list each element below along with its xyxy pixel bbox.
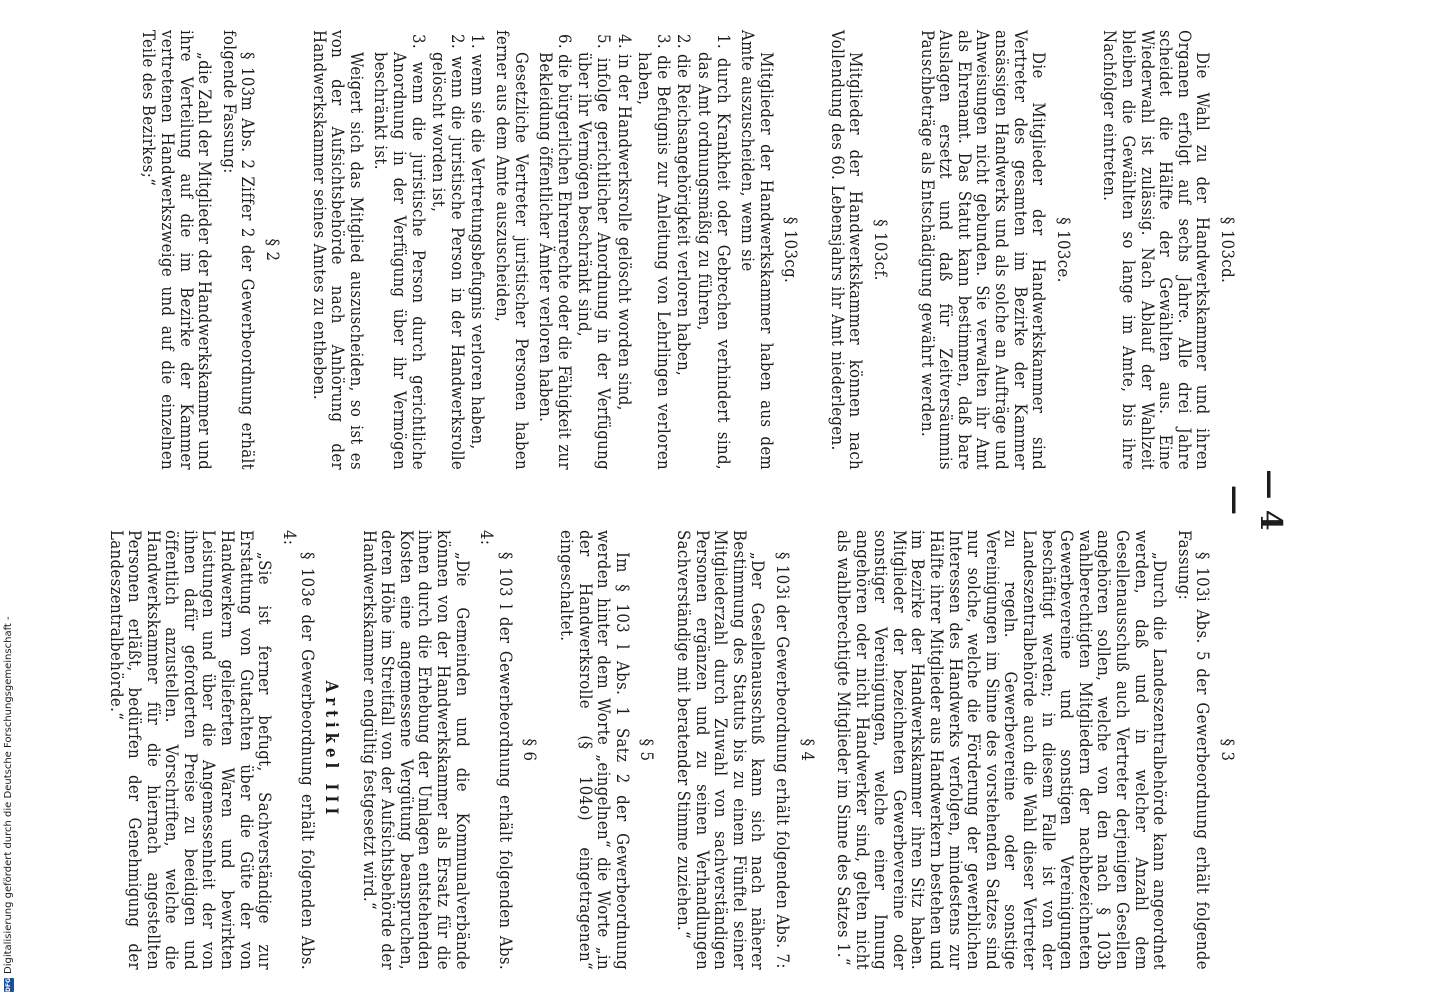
section-heading: § 2 (263, 238, 283, 262)
page-number: — 4 — (1218, 469, 1288, 531)
section-intro: Mitglieder der Handwerkskammer haben aus dem Amte auszuscheiden, wenn sie (738, 30, 776, 470)
section-intro: § 103 l der Gewerbeordnung erhält folgenden Abs. 4: (477, 530, 515, 970)
list-item: 1. durch Krankheit oder Gebrechen verhindert sind, das Amt ordnungsmäßig zu führen, (694, 34, 733, 470)
rotated-document-page (106, 0, 1292, 1000)
section-heading: § 5 (637, 738, 657, 762)
list-item: 2. wenn die juristische Person in der Handwerksrolle gelöscht worden ist, (429, 34, 467, 470)
section-heading: § 103cg. (781, 216, 801, 284)
section-intro: § 103i Abs. 5 der Gewerbeordnung erhält folgende Fassung: (1174, 530, 1213, 970)
column-right (100, 530, 1244, 970)
section-heading: § 103ce. (1053, 217, 1073, 283)
section-heading: § 103cf. (871, 219, 891, 281)
list-item: 3. wenn die juristische Person durch gerichtliche Anordnung in der Verfügung über ihr Vermögen beschränkt ist. (371, 34, 428, 470)
section-heading: § 3 (1218, 738, 1237, 762)
section-intro: Gesetzliche Vertreter juristischer Personen haben ferner aus dem Amte auszuscheiden, (493, 30, 531, 470)
section-heading: § 6 (520, 738, 540, 762)
section-intro: § 103i der Gewerbeordnung erhält folgenden Abs. 7: (772, 552, 792, 969)
section-quote: „Sie ist ferner befugt, Sachverständige zur Erstattung von Gutachten über die Güte der von Handwerkern gelieferten Waren und bewirkten Leistungen und über die Angemessenheit der von ihnen dafür geforderten Preise zu beeidigen und öffentlich anzustellen. Vorschriften, welche die Handwerkskammer für die hiernach angestellten Personen erläßt, bedürfen der Genehmigung der Landeszentralbehörde.“ (106, 530, 275, 970)
section-text: Die Wahl zu der Handwerkskammer und ihren Organen erfolgt auf sechs Jahre. Alle drei Jahre scheidet die Hälfte der Gewählten aus. Eine Wiederwahl ist zulässig. Nach Ablauf der Wahlzeit bleiben die Gewählten so lange im Amte, bis ihre Nachfolger eintreten. (1100, 30, 1213, 470)
list-item: 1. wenn sie die Vertretungsbefugnis verloren haben, (468, 34, 488, 450)
section-quote: „Durch die Landeszentralbehörde kann angeordnet werden, daß und in welcher Anzahl dem Gesellenausschuß auch Vertreter derjenigen Gesellen angehören sollen, welche von den nach § 103b wahlberechtigten Mitgliedern der nachbezeichneten Gewerbevereine und sonstigen Vereinigungen beschäftigt werden; in diesem Falle ist von der Landeszentralbehörde auch die Wahl dieser Vertreter zu regeln. Gewerbevereine oder sonstige Vereinigungen im Sinne des vorstehenden Satzes sind nur solche, welche die Förderung der gewerblichen Interessen des Handwerks verfolgen, mindestens zur Hälfte ihrer Mitglieder aus Handwerkern bestehen und im Bezirke der Handwerkskammer ihren Sitz haben. Mitglieder der bezeichneten Gewerbevereine oder sonstiger Vereinigungen, welche einer Innung angehören oder nicht Handwerker sind, gelten nicht als wahlberechtigte Mitglieder im Sinne des Satzes 1.“ (834, 530, 1170, 970)
list-item: 6. die bürgerlichen Ehrenrechte oder die Fähigkeit zur Bekleidung öffentlicher Ämter verloren haben. (536, 34, 574, 470)
list-item: 5. infolge gerichtlicher Anordnung in der Verfügung über ihr Vermögen beschränkt sind, (575, 34, 613, 470)
section-intro: § 103m Abs. 2 Ziffer 2 der Gewerbeordnung erhält folgende Fassung: (219, 30, 258, 470)
section-text: Mitglieder der Handwerkskammer können nach Vollendung des 60. Lebensjahrs ihr Amt niederlegen. (827, 30, 866, 470)
section-quote: „Die Gemeinden und die Kommunalverbände können von der Handwerkskammer als Ersatz für die ihnen durch die Erhebung der Umlagen entstehenden Kosten eine angemessene Vergütung beanspruchen, deren Höhe im Streitfall von der Aufsichtsbehörde der Handwerkskammer endgültig festgesetzt wird.“ (359, 530, 472, 970)
section-closing: Weigert sich das Mitglied auszuscheiden, so ist es von der Aufsichtsbehörde nach Anhörung der Handwerkskammer seines Amtes zu entheben. (309, 30, 366, 470)
section-text: Die Mitglieder der Handwerkskammer sind Vertreter des gesamten im Bezirke der Kammer ansässigen Handwerks und als solche an Aufträge und Anweisungen nicht gebunden. Sie verwalten ihr Amt als Ehrenamt. Das Statut kann bestimmen, daß bare Auslagen ersetzt und daß für Zeitversäumnis Pauschbeträge als Entschädigung gewährt werden. (917, 30, 1049, 470)
digitization-footer (3, 616, 14, 992)
section-quote: „die Zahl der Mitglieder der Handwerkskammer und ihre Verteilung auf die im Bezirke der Kammer vertretenen Handwerkszweige und auf die einzelnen Teile des Bezirkes;“ (139, 30, 215, 470)
article-heading: Artikel III (322, 680, 343, 820)
column-left (133, 30, 1244, 470)
list-item: 2. die Reichsangehörigkeit verloren haben, (674, 34, 694, 377)
list-item: 4. in der Handwerksrolle gelöscht worden sind, (614, 34, 634, 411)
section-heading: § 4 (797, 738, 817, 762)
section-text: Im § 103 l Abs. 1 Satz 2 der Gewerbeordnung werden hinter dem Worte „eingelnen“ die Worte „in der Handwerksrolle (§ 104o) eingetragenen“ eingeschaltet. (557, 530, 632, 970)
list-item: 3. die Befugnis zur Anleitung von Lehrlingen verloren haben, (635, 34, 673, 470)
section-intro: § 103e der Gewerbeordnung erhält folgenden Abs. 4: (279, 530, 318, 970)
section-heading: § 103cd. (1218, 216, 1237, 284)
dfg-logo-icon: DFG (4, 977, 12, 992)
footer-text: Digitalisierung gefördert durch die Deutsche Forschungsgemeinschaft - (3, 616, 14, 974)
section-quote: „Der Gesellenausschuß kann sich nach näherer Bestimmung des Statuts bis zu einem Fünftel seiner Mitgliederzahl durch Zuwahl von sachverständigen Personen ergänzen und zu seinen Verhandlungen Sachverständige mit beratender Stimme zuziehen.“ (673, 530, 768, 970)
